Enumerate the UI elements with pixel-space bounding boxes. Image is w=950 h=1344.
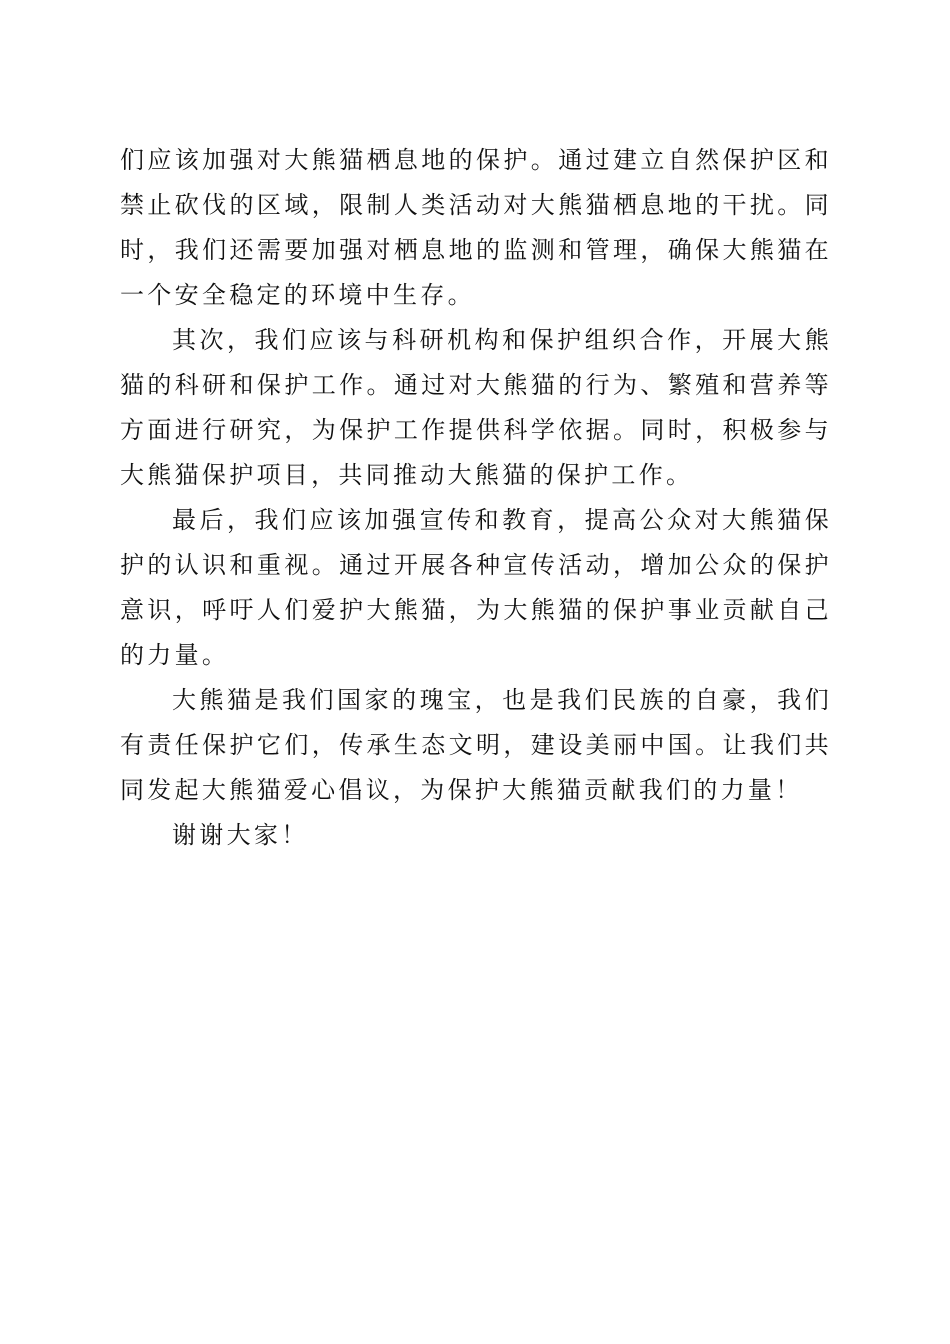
document-body [120, 138, 832, 858]
paragraph-education: 最后，我们应该加强宣传和教育，提高公众对大熊猫保护的认识和重视。通过开展各种宣传活动，增加公众的保护意识，呼吁人们爱护大熊猫，为大熊猫的保护事业贡献自己的力量。 [120, 506, 832, 669]
paragraph-research: 其次，我们应该与科研机构和保护组织合作，开展大熊猫的科研和保护工作。通过对大熊猫的行为、繁殖和营养等方面进行研究，为保护工作提供科学依据。同时，积极参与大熊猫保护项目，共同推动大熊猫的保护工作。 [120, 326, 832, 489]
paragraph-conclusion: 大熊猫是我们国家的瑰宝，也是我们民族的自豪，我们有责任保护它们，传承生态文明，建设美丽中国。让我们共同发起大熊猫爱心倡议，为保护大熊猫贡献我们的力量！ [120, 686, 832, 804]
paragraph-habitat: 们应该加强对大熊猫栖息地的保护。通过建立自然保护区和禁止砍伐的区域，限制人类活动对大熊猫栖息地的干扰。同时，我们还需要加强对栖息地的监测和管理，确保大熊猫在一个安全稳定的环境中生存。 [120, 146, 832, 309]
paragraph-thanks: 谢谢大家！ [172, 821, 309, 849]
